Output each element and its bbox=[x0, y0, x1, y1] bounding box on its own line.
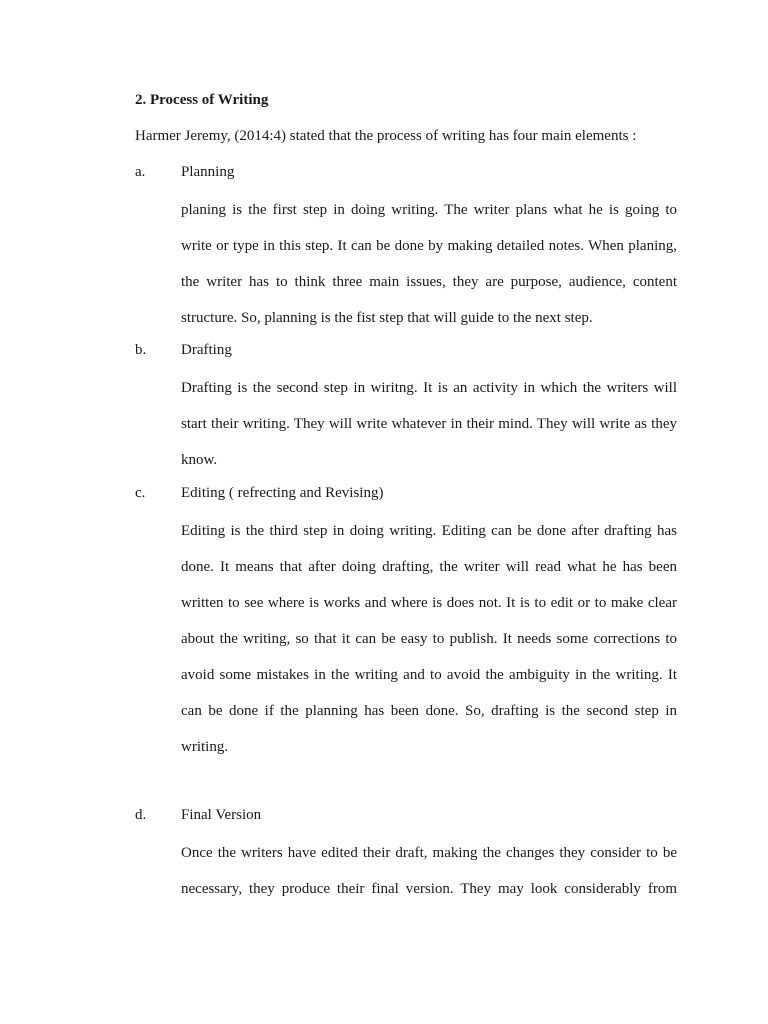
paragraph-planning bbox=[181, 200, 677, 344]
item-letter-c: c. bbox=[135, 485, 146, 501]
item-letter-b: b. bbox=[135, 342, 147, 358]
text-line: start their writing. They will write whatever in their mind. They will write as they bbox=[181, 416, 677, 432]
text-line: avoid some mistakes in the writing and to avoid the ambiguity in the writing. It bbox=[181, 667, 677, 683]
section-heading: 2. Process of Writing bbox=[135, 92, 269, 108]
paragraph-final-version bbox=[181, 843, 677, 915]
text-line: the writer has to think three main issues, they are purpose, audience, content bbox=[181, 274, 677, 290]
text-line: Once the writers have edited their draft, making the changes they consider to be bbox=[181, 845, 677, 861]
text-line: about the writing, so that it can be easy to publish. It needs some corrections to bbox=[181, 631, 677, 647]
text-line: done. It means that after doing drafting, the writer will read what he has been bbox=[181, 559, 677, 575]
item-title-planning: Planning bbox=[181, 164, 235, 180]
text-line: know. bbox=[181, 452, 218, 468]
text-line: planing is the first step in doing writing. The writer plans what he is going to bbox=[181, 202, 677, 218]
text-line: Editing is the third step in doing writing. Editing can be done after drafting has bbox=[181, 523, 677, 539]
paragraph-editing bbox=[181, 521, 677, 773]
text-line: necessary, they produce their final version. They may look considerably from bbox=[181, 881, 677, 897]
paragraph-drafting bbox=[181, 378, 677, 486]
item-title-final-version: Final Version bbox=[181, 807, 262, 823]
item-letter-d: d. bbox=[135, 807, 147, 823]
item-title-drafting: Drafting bbox=[181, 342, 232, 358]
text-line: can be done if the planning has been done. So, drafting is the second step in bbox=[181, 703, 677, 719]
item-title-editing: Editing ( refrecting and Revising) bbox=[181, 485, 384, 501]
text-line: writing. bbox=[181, 739, 229, 755]
text-line: write or type in this step. It can be done by making detailed notes. When planing, bbox=[181, 238, 677, 254]
intro-paragraph: Harmer Jeremy, (2014:4) stated that the process of writing has four main elements : bbox=[135, 128, 637, 144]
item-letter-a: a. bbox=[135, 164, 146, 180]
text-line: structure. So, planning is the fist step that will guide to the next step. bbox=[181, 310, 593, 326]
text-line: written to see where is works and where is does not. It is to edit or to make clear bbox=[181, 595, 677, 611]
text-line: Drafting is the second step in wiritng. It is an activity in which the writers will bbox=[181, 380, 677, 396]
